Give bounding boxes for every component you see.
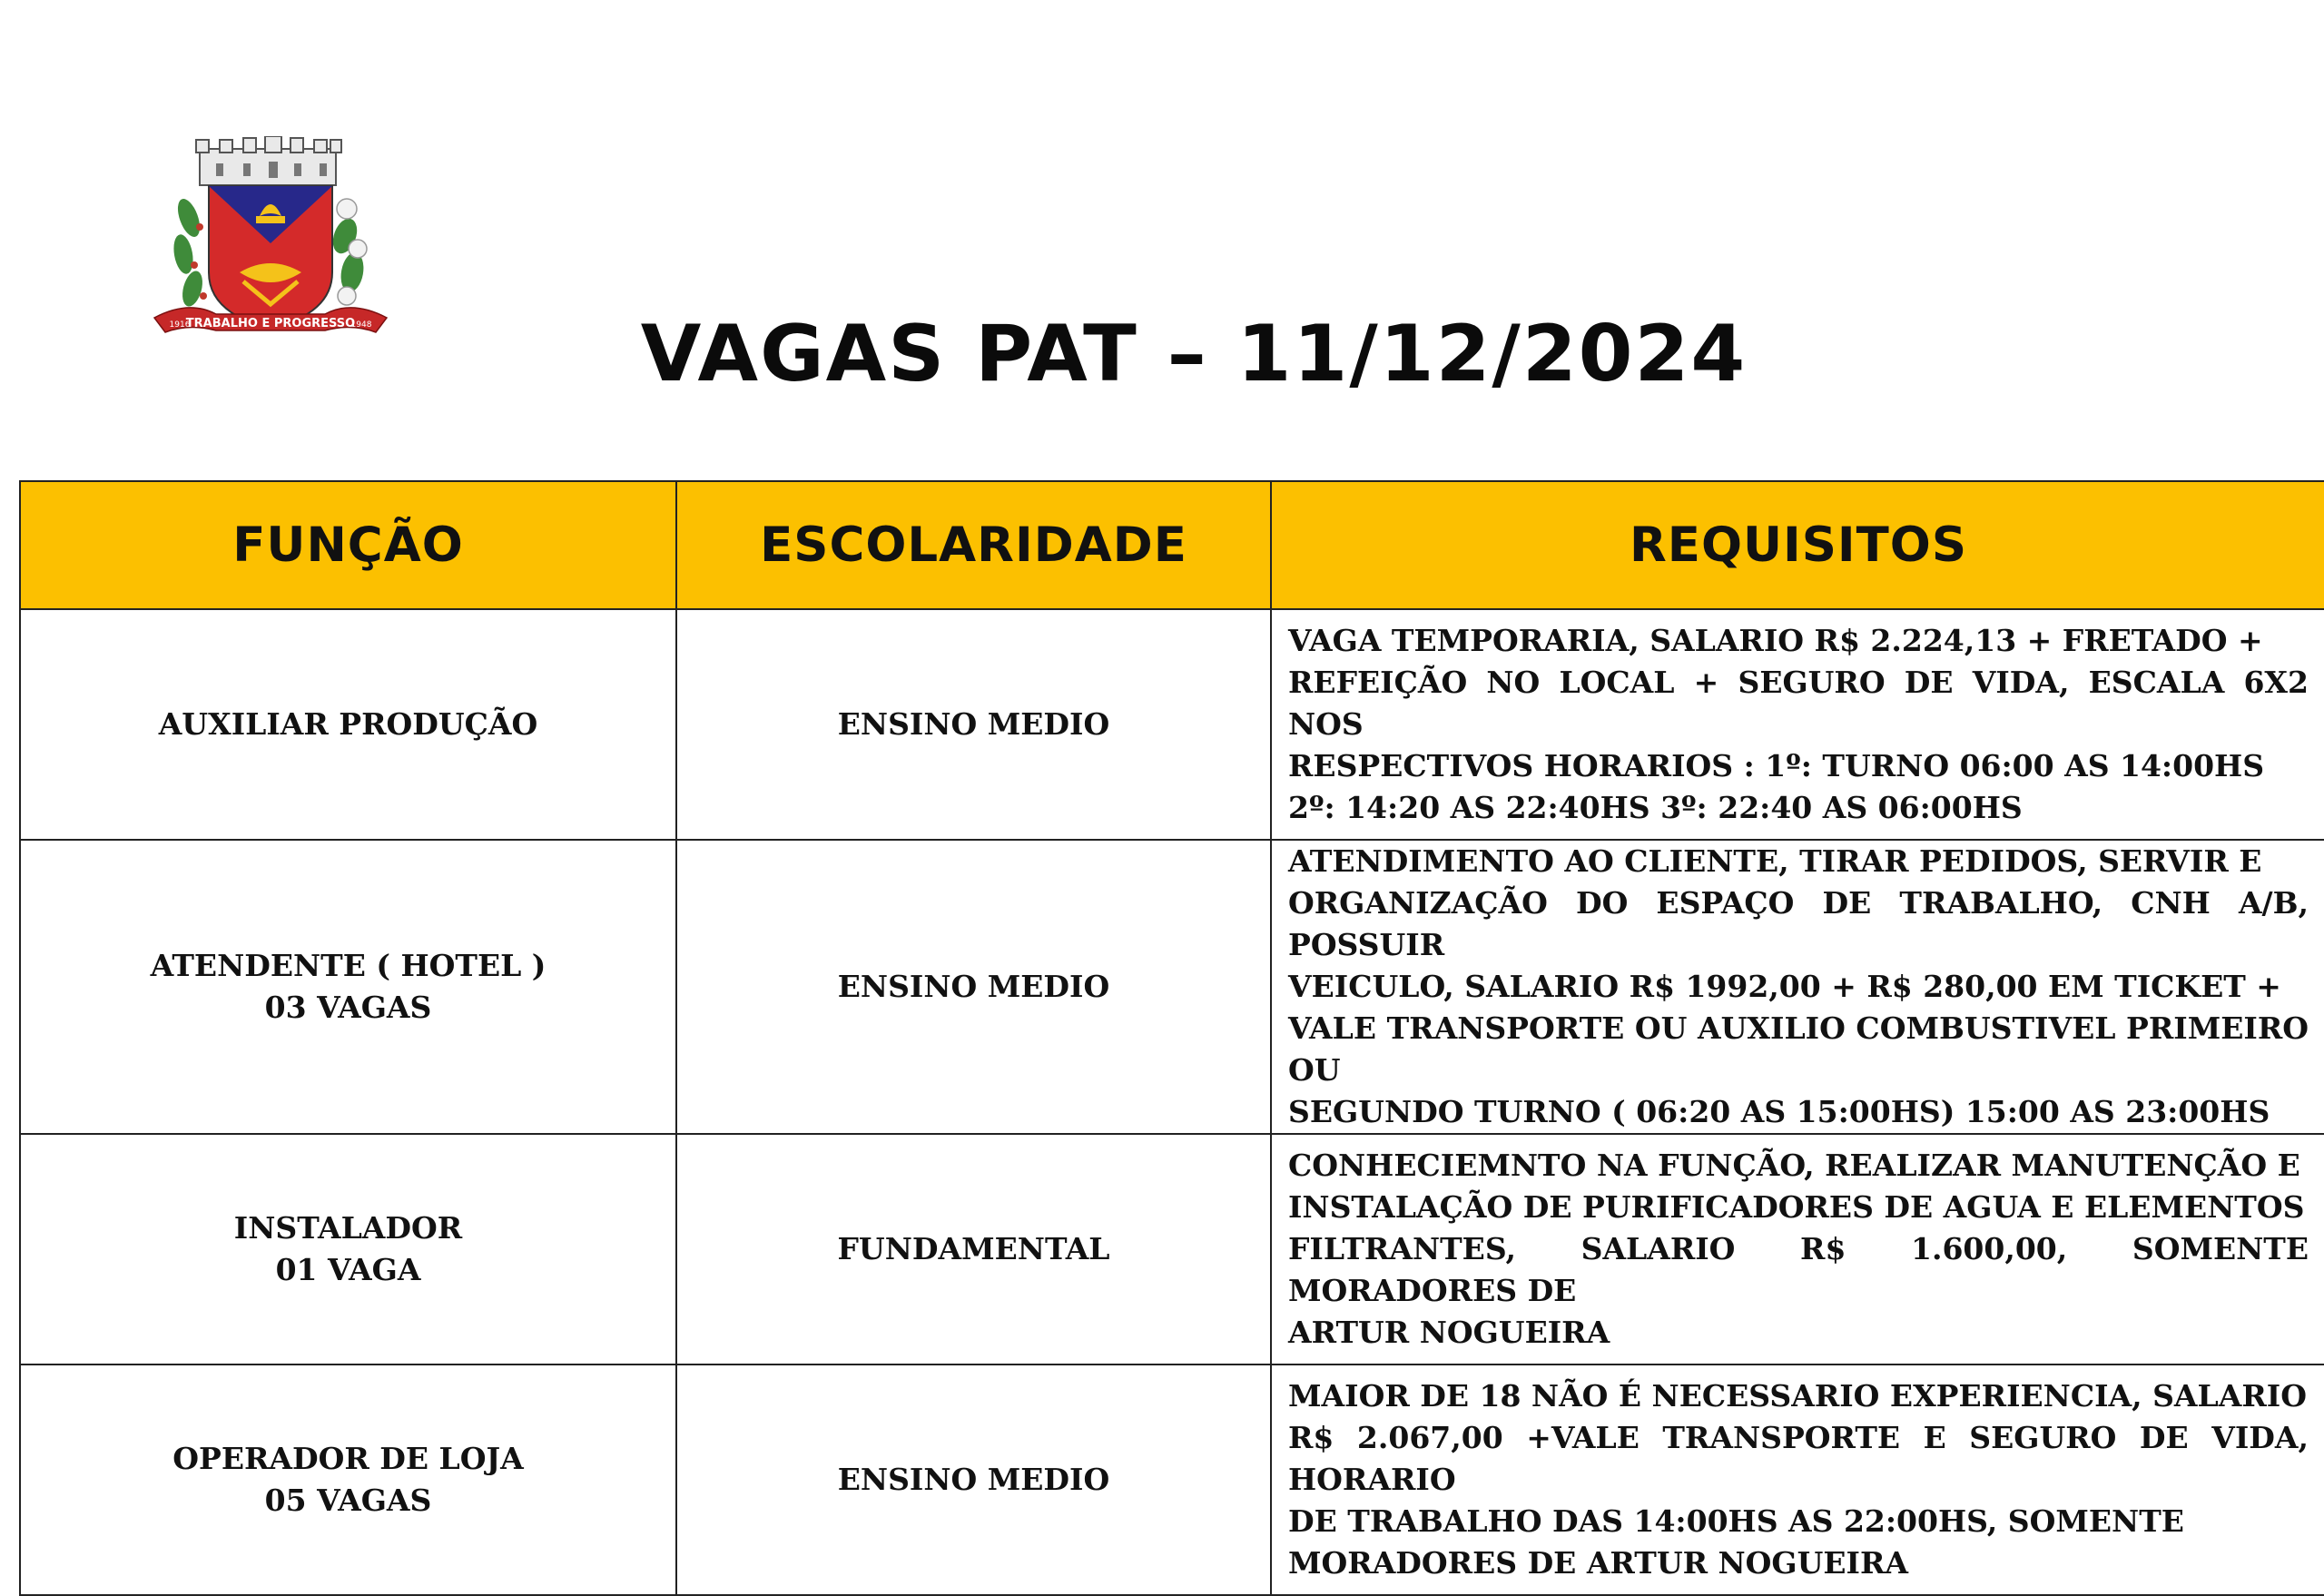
funcao-title: AUXILIAR PRODUÇÃO xyxy=(158,706,538,742)
funcao-title: INSTALADOR xyxy=(233,1210,463,1246)
requisito-line: MAIOR DE 18 NÃO É NECESSARIO EXPERIENCIA, SALARIO xyxy=(1288,1378,2307,1414)
cell-escolaridade: FUNDAMENTAL xyxy=(676,1134,1271,1364)
cell-funcao xyxy=(20,609,676,840)
cell-escolaridade: ENSINO MEDIO xyxy=(676,1364,1271,1595)
requisito-line: SEGUNDO TURNO ( 06:20 AS 15:00HS) 15:00 AS 23:00HS xyxy=(1288,1094,2270,1129)
logo-motto: TRABALHO E PROGRESSO xyxy=(185,317,356,330)
requisito-line: ATENDIMENTO AO CLIENTE, TIRAR PEDIDOS, SERVIR E xyxy=(1288,843,2262,879)
header-escolaridade: ESCOLARIDADE xyxy=(676,481,1271,609)
logo-year-left: 1916 xyxy=(169,320,191,330)
requisito-line: RESPECTIVOS HORARIOS : 1º: TURNO 06:00 AS 14:00HS xyxy=(1288,748,2265,783)
funcao-vagas: 01 VAGA xyxy=(275,1252,421,1287)
requisito-line: REFEIÇÃO NO LOCAL + SEGURO DE VIDA, ESCALA 6X2 NOS xyxy=(1288,665,2309,742)
requisito-line: R$ 2.067,00 +VALE TRANSPORTE E SEGURO DE VIDA, HORARIO xyxy=(1288,1420,2309,1497)
requisito-line: VAGA TEMPORARIA, SALARIO R$ 2.224,13 + FRETADO + xyxy=(1288,623,2263,658)
requisito-line: DE TRABALHO DAS 14:00HS AS 22:00HS, SOMENTE xyxy=(1288,1503,2184,1539)
requisito-line: VEICULO, SALARIO R$ 1992,00 + R$ 280,00 EM TICKET + xyxy=(1288,969,2281,1004)
funcao-vagas: 05 VAGAS xyxy=(264,1483,432,1518)
cell-requisitos xyxy=(1271,1134,2324,1364)
header-funcao: FUNÇÃO xyxy=(20,481,676,609)
vacancies-table xyxy=(19,480,2324,1596)
table-row xyxy=(20,609,2324,840)
requisito-line: INSTALAÇÃO DE PURIFICADORES DE AGUA E ELEMENTOS xyxy=(1288,1189,2305,1225)
requisito-line: CONHECIEMNTO NA FUNÇÃO, REALIZAR MANUTENÇÃO E xyxy=(1288,1148,2300,1183)
table-row xyxy=(20,840,2324,1134)
funcao-title: OPERADOR DE LOJA xyxy=(172,1441,524,1476)
cell-funcao xyxy=(20,1134,676,1364)
cell-funcao xyxy=(20,1364,676,1595)
requisito-line: VALE TRANSPORTE OU AUXILIO COMBUSTIVEL PRIMEIRO OU xyxy=(1288,1010,2309,1088)
logo-year-right: 1948 xyxy=(350,320,372,330)
page-title: VAGAS PAT – 11/12/2024 xyxy=(640,309,1748,399)
requisito-line: 2º: 14:20 AS 22:40HS 3º: 22:40 AS 06:00HS xyxy=(1288,790,2023,825)
cell-requisitos xyxy=(1271,1364,2324,1595)
table-header-row xyxy=(20,481,2324,609)
table-row xyxy=(20,1134,2324,1364)
header-requisitos: REQUISITOS xyxy=(1271,481,2324,609)
funcao-vagas: 03 VAGAS xyxy=(264,990,432,1025)
table-row xyxy=(20,1364,2324,1595)
cell-escolaridade: ENSINO MEDIO xyxy=(676,840,1271,1134)
requisito-line: MORADORES DE ARTUR NOGUEIRA xyxy=(1288,1545,1909,1581)
requisito-line: ORGANIZAÇÃO DO ESPAÇO DE TRABALHO, CNH A/B, POSSUIR xyxy=(1288,885,2309,962)
requisito-line: FILTRANTES, SALARIO R$ 1.600,00, SOMENTE MORADORES DE xyxy=(1288,1231,2309,1308)
cell-requisitos xyxy=(1271,840,2324,1134)
cell-funcao xyxy=(20,840,676,1134)
cell-requisitos xyxy=(1271,609,2324,840)
cell-escolaridade: ENSINO MEDIO xyxy=(676,609,1271,840)
funcao-title: ATENDENTE ( HOTEL ) xyxy=(150,948,547,983)
requisito-line: ARTUR NOGUEIRA xyxy=(1288,1315,1610,1350)
